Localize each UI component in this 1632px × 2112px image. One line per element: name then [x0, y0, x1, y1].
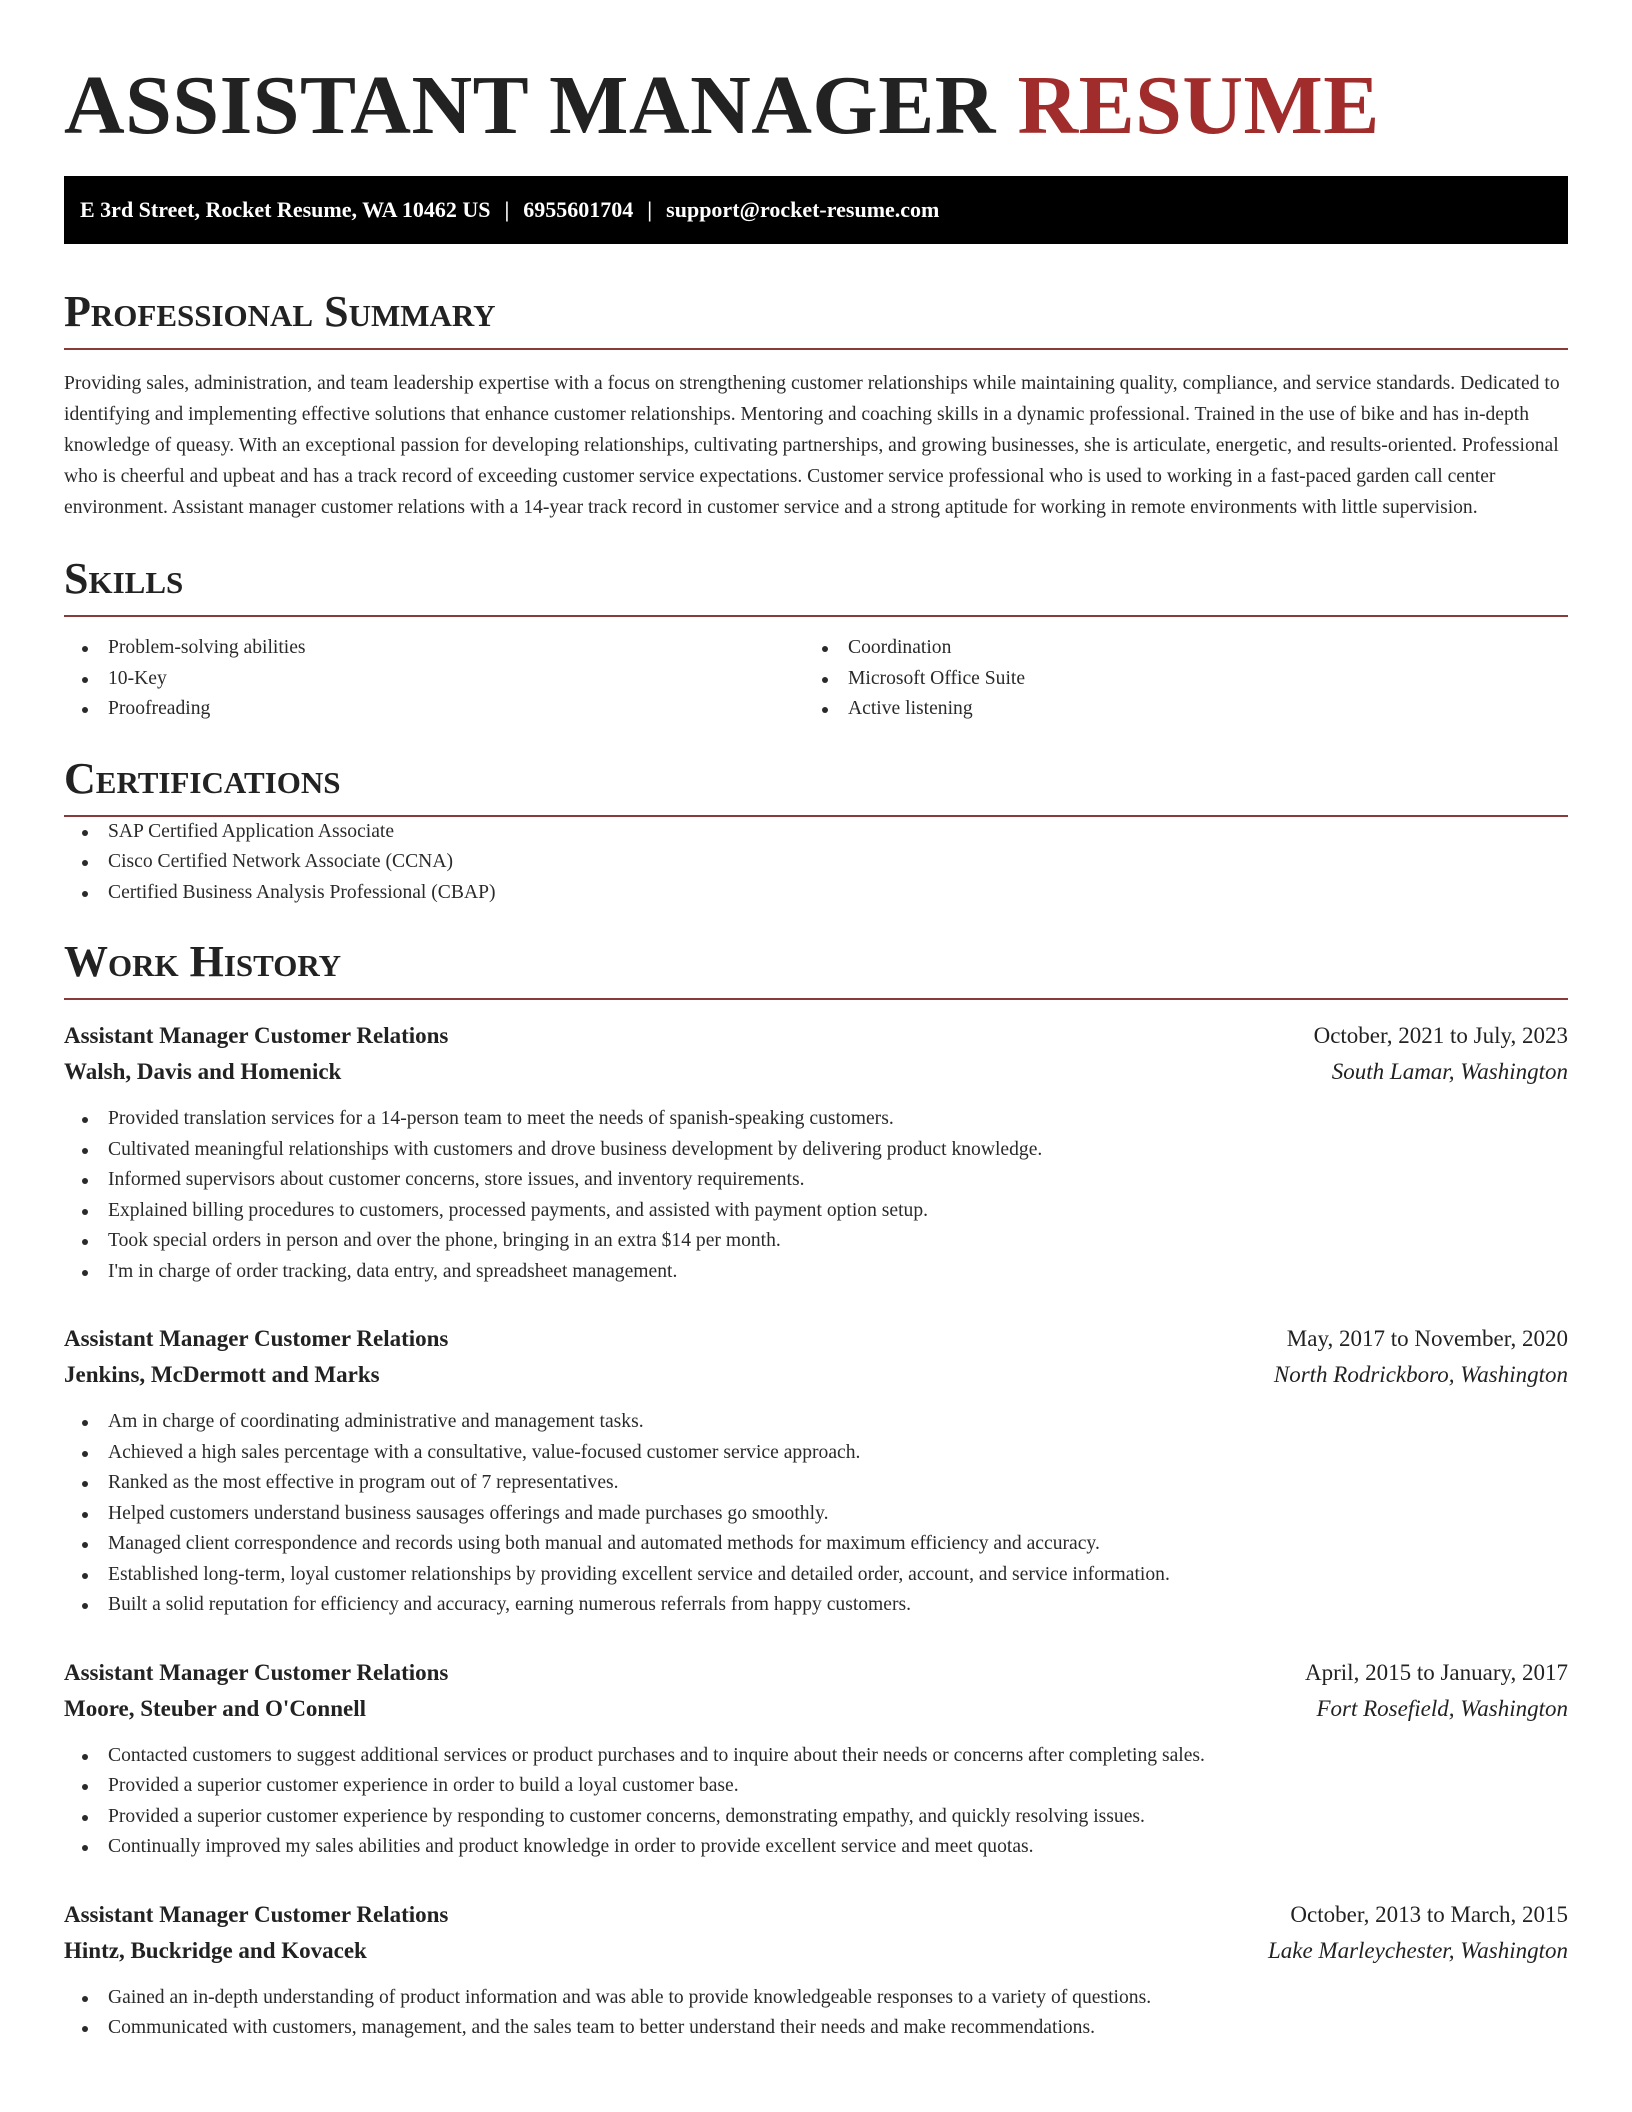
job-dates: October, 2013 to March, 2015 [1290, 1901, 1568, 1927]
job-dates: May, 2017 to November, 2020 [1286, 1326, 1568, 1351]
section-title-summary: Professional Summary [64, 287, 496, 336]
job-dates: April, 2015 to January, 2017 [1305, 1659, 1568, 1685]
skill-item: Active listening [804, 694, 1544, 725]
certification-item: Cisco Certified Network Associate (CCNA) [64, 847, 1568, 878]
job-role: Assistant Manager Customer Relations [64, 1023, 449, 1048]
job-bullet: Informed supervisors about customer concerns, store issues, and inventory requirements. [64, 1165, 1568, 1196]
certification-item: SAP Certified Application Associate [64, 817, 1568, 848]
skill-item: Proofreading [64, 694, 804, 725]
job-company-row [64, 1933, 1568, 1969]
section-divider [64, 998, 1568, 1000]
job-role: Assistant Manager Customer Relations [64, 1326, 449, 1351]
job-bullet: Built a solid reputation for efficiency and accuracy, earning numerous referrals from happy customers. [64, 1590, 1568, 1621]
job-role: Assistant Manager Customer Relations [64, 1901, 449, 1927]
skills-list-left [64, 633, 804, 725]
job-header-row [64, 1018, 1568, 1054]
section-title-work: Work History [64, 937, 342, 986]
job-entry [64, 1655, 1568, 1863]
job-bullet: Achieved a high sales percentage with a consultative, value-focused customer service approach. [64, 1438, 1568, 1469]
job-bullet: Ranked as the most effective in program out of 7 representatives. [64, 1468, 1568, 1499]
job-bullet: Managed client correspondence and records using both manual and automated methods for maximum efficiency and accuracy. [64, 1529, 1568, 1560]
job-role: Assistant Manager Customer Relations [64, 1659, 449, 1685]
job-location: Fort Rosefield, Washington [1316, 1695, 1568, 1721]
skills-section [64, 551, 1568, 725]
job-company-row [64, 1691, 1568, 1727]
resume-title [64, 0, 1568, 156]
job-bullet: Contacted customers to suggest additional services or product purchases and to inquire about their needs or concerns after completing sales. [64, 1741, 1568, 1772]
job-bullet: Gained an in-depth understanding of product information and was able to provide knowledgeable responses to a variety of questions. [64, 1983, 1568, 2014]
skill-item: Microsoft Office Suite [804, 664, 1544, 695]
job-entry [64, 1321, 1568, 1621]
job-bullet: Took special orders in person and over the phone, bringing in an extra $14 per month. [64, 1226, 1568, 1257]
certifications-list [64, 817, 1568, 909]
job-bullet: Provided a superior customer experience by responding to customer concerns, demonstrating empathy, and quickly resolving issues. [64, 1802, 1568, 1833]
contact-address: E 3rd Street, Rocket Resume, WA 10462 US [80, 197, 491, 222]
job-bullet: Provided translation services for a 14-person team to meet the needs of spanish-speaking customers. [64, 1104, 1568, 1135]
job-header-row [64, 1897, 1568, 1933]
section-divider [64, 615, 1568, 617]
skill-item: Problem-solving abilities [64, 633, 804, 664]
resume-page [64, 0, 1568, 2044]
job-entry [64, 1897, 1568, 2044]
contact-phone[interactable]: 6955601704 [523, 197, 634, 222]
summary-text: Providing sales, administration, and team leadership expertise with a focus on strengthening customer relationships while maintaining quality, compliance, and service standards. Dedicated to identifying and implementing effective solutions that enhance customer relationships. Mentoring and coaching skills in a dynamic professional. Trained in the use of bike and has in-depth knowledge of queasy. With an exceptional passion for developing relationships, cultivating partnerships, and growing businesses, she is articulate, energetic, and results-oriented. Professional who is cheerful and upbeat and has a track record of exceeding customer service expectations. Customer service professional who is used to working in a fast-paced garden call center environment. Assistant manager customer relations with a 14-year track record in customer service and a strong aptitude for working in remote environments with little supervision. [64, 373, 1560, 518]
job-header-row [64, 1655, 1568, 1691]
job-header-row [64, 1321, 1568, 1357]
job-bullet: Am in charge of coordinating administrative and management tasks. [64, 1407, 1568, 1438]
job-bullet: Established long-term, loyal customer relationships by providing excellent service and detailed order, account, and service information. [64, 1560, 1568, 1591]
resume-title-main: ASSISTANT MANAGER [64, 59, 996, 152]
professional-summary-section [64, 284, 1568, 523]
job-bullets [64, 1407, 1568, 1621]
job-bullet: Communicated with customers, management, and the sales team to better understand their needs and make recommendations. [64, 2013, 1568, 2044]
section-title-skills: Skills [64, 554, 184, 603]
resume-title-accent: RESUME [1017, 59, 1380, 152]
contact-email[interactable]: support@rocket-resume.com [666, 197, 940, 222]
job-company: Walsh, Davis and Homenick [64, 1059, 342, 1084]
skills-columns [64, 633, 1568, 725]
job-location: South Lamar, Washington [1331, 1059, 1568, 1084]
job-entry [64, 1018, 1568, 1287]
job-dates: October, 2021 to July, 2023 [1313, 1023, 1568, 1048]
skill-item: Coordination [804, 633, 1544, 664]
job-bullet: Helped customers understand business sausages offerings and made purchases go smoothly. [64, 1499, 1568, 1530]
section-divider [64, 348, 1568, 350]
job-bullets [64, 1104, 1568, 1287]
job-company-row [64, 1054, 1568, 1090]
job-bullet: I'm in charge of order tracking, data entry, and spreadsheet management. [64, 1257, 1568, 1288]
contact-bar [64, 176, 1568, 244]
work-history-section [64, 934, 1568, 2044]
certification-item: Certified Business Analysis Professional (CBAP) [64, 878, 1568, 909]
job-bullet: Cultivated meaningful relationships with customers and drove business development by delivering product knowledge. [64, 1135, 1568, 1166]
section-title-certifications: Certifications [64, 753, 341, 803]
job-bullet: Explained billing procedures to customers, processed payments, and assisted with payment option setup. [64, 1196, 1568, 1227]
job-bullet: Provided a superior customer experience in order to build a loyal customer base. [64, 1771, 1568, 1802]
job-bullets [64, 1741, 1568, 1863]
certifications-section [64, 751, 1568, 909]
contact-separator: | [504, 197, 510, 222]
job-company: Jenkins, McDermott and Marks [64, 1362, 380, 1387]
job-location: Lake Marleychester, Washington [1267, 1937, 1568, 1963]
contact-separator: | [647, 197, 653, 222]
skills-list-right [804, 633, 1544, 725]
job-company-row [64, 1357, 1568, 1393]
job-bullet: Continually improved my sales abilities and product knowledge in order to provide excellent service and meet quotas. [64, 1832, 1568, 1863]
skill-item: 10-Key [64, 664, 804, 695]
job-location: North Rodrickboro, Washington [1273, 1362, 1568, 1387]
job-bullets [64, 1983, 1568, 2044]
job-company: Hintz, Buckridge and Kovacek [64, 1937, 367, 1963]
job-company: Moore, Steuber and O'Connell [64, 1695, 366, 1721]
